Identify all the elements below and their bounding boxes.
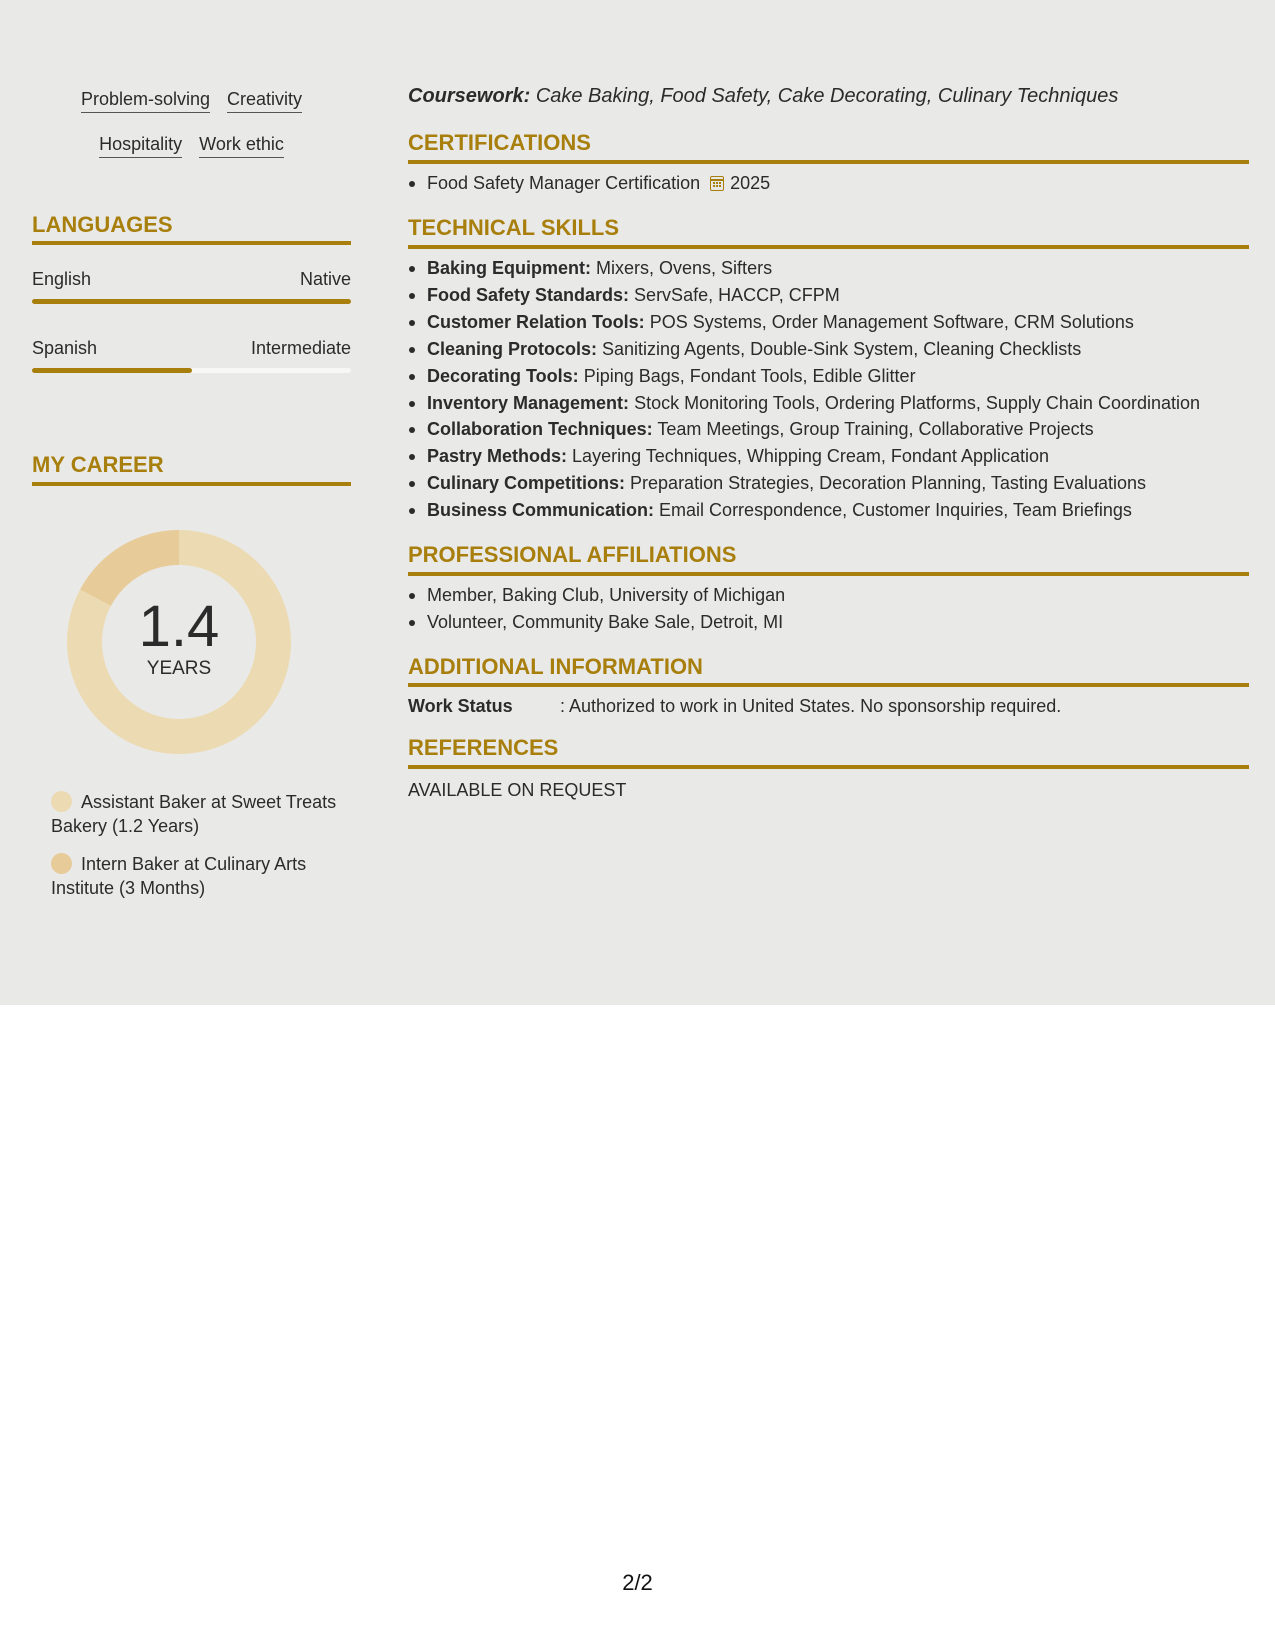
language-row-spanish	[32, 337, 351, 359]
skill-text: Mixers, Ovens, Sifters	[596, 258, 773, 278]
certification-name: Food Safety Manager Certification	[427, 173, 701, 193]
list-item	[408, 282, 1200, 309]
legend-dot	[51, 853, 72, 874]
additional-info-heading: ADDITIONAL INFORMATION	[408, 654, 703, 679]
work-status-value: : Authorized to work in United States. No sponsorship required.	[560, 696, 1062, 716]
coursework-label: Coursework:	[408, 85, 531, 107]
languages-heading: LANGUAGES	[32, 212, 173, 237]
references-text: AVAILABLE ON REQUEST	[408, 780, 627, 800]
list-item	[408, 470, 1200, 497]
language-name: Spanish	[32, 338, 98, 358]
technical-skills-rule	[408, 245, 1249, 249]
coursework-line	[408, 83, 1118, 109]
list-item	[408, 416, 1200, 443]
certifications-list	[408, 170, 770, 197]
career-heading: MY CAREER	[32, 452, 164, 477]
page-number: 2/2	[622, 1570, 653, 1595]
skill-label: Business Communication:	[427, 500, 655, 521]
career-rule	[32, 482, 351, 486]
references-heading: REFERENCES	[408, 735, 559, 760]
career-item-label: Assistant Baker at Sweet Treats Bakery (1.2 Years)	[51, 792, 337, 836]
certification-year: 2025	[730, 173, 771, 193]
career-donut-chart	[67, 530, 291, 754]
skill-label: Cleaning Protocols:	[427, 338, 598, 359]
career-legend-item	[51, 852, 341, 900]
skills-row-2	[32, 134, 351, 158]
certifications-heading: CERTIFICATIONS	[408, 130, 591, 155]
calendar-icon	[710, 176, 724, 191]
work-status-row	[408, 695, 1061, 717]
skill-text: Layering Techniques, Whipping Cream, Fondant Application	[572, 446, 1050, 467]
skill-label: Baking Equipment:	[427, 258, 592, 278]
affiliations-rule	[408, 572, 1249, 576]
language-bar-fill	[32, 368, 192, 373]
skill-label: Collaboration Techniques:	[427, 419, 653, 440]
list-item	[408, 309, 1200, 336]
technical-skills-list	[408, 255, 1200, 524]
skill-tag: Work ethic	[199, 134, 284, 158]
list-item	[408, 363, 1200, 390]
skill-text: Sanitizing Agents, Double-Sink System, Cleaning Checklists	[602, 338, 1082, 359]
skill-text: Piping Bags, Fondant Tools, Edible Glitter	[583, 365, 916, 386]
language-bar-spanish	[32, 368, 351, 373]
list-item	[408, 609, 785, 636]
skill-tag: Hospitality	[99, 134, 182, 158]
skill-text: Team Meetings, Group Training, Collaborative Projects	[657, 419, 1094, 440]
list-item	[408, 390, 1200, 417]
skill-label: Decorating Tools:	[427, 365, 579, 386]
skill-label: Culinary Competitions:	[427, 473, 626, 494]
language-bar-fill	[32, 299, 351, 304]
references-rule	[408, 765, 1249, 769]
career-legend-item	[51, 790, 341, 838]
career-item-label: Intern Baker at Culinary Arts Institute (3 Months)	[51, 854, 307, 898]
coursework-text: Cake Baking, Food Safety, Cake Decorating, Culinary Techniques	[535, 85, 1119, 107]
language-level: Intermediate	[250, 338, 351, 358]
additional-info-rule	[408, 683, 1249, 687]
list-item	[408, 336, 1200, 363]
list-item	[408, 170, 770, 197]
list-item	[408, 443, 1200, 470]
work-status-label: Work Status	[408, 696, 513, 716]
skill-label: Food Safety Standards:	[427, 284, 630, 305]
skill-text: Email Correspondence, Customer Inquiries, Team Briefings	[659, 500, 1132, 521]
affiliations-heading: PROFESSIONAL AFFILIATIONS	[408, 542, 737, 567]
skill-text: Stock Monitoring Tools, Ordering Platforms, Supply Chain Coordination	[634, 392, 1201, 413]
skill-label: Pastry Methods:	[427, 446, 568, 467]
affiliation-text: Volunteer, Community Bake Sale, Detroit, MI	[427, 611, 784, 632]
affiliation-text: Member, Baking Club, University of Michigan	[427, 585, 786, 605]
language-level: Native	[299, 269, 351, 289]
language-name: English	[32, 269, 92, 289]
languages-rule	[32, 241, 351, 245]
legend-dot	[51, 791, 72, 812]
skill-tag: Problem-solving	[81, 89, 210, 113]
career-total-years: 1.4	[138, 594, 220, 659]
list-item	[408, 255, 1200, 282]
list-item	[408, 582, 785, 609]
language-row-english	[32, 268, 351, 290]
skill-text: POS Systems, Order Management Software, CRM Solutions	[649, 311, 1134, 332]
skill-tag: Creativity	[227, 89, 302, 113]
skills-row-1	[32, 89, 351, 113]
technical-skills-heading: TECHNICAL SKILLS	[408, 215, 620, 240]
affiliations-list	[408, 582, 785, 636]
skill-text: Preparation Strategies, Decoration Planning, Tasting Evaluations	[630, 473, 1147, 494]
certifications-rule	[408, 160, 1249, 164]
list-item	[408, 497, 1200, 524]
donut-center	[67, 530, 291, 754]
career-total-unit: YEARS	[146, 658, 212, 679]
language-bar-english	[32, 299, 351, 304]
skill-label: Customer Relation Tools:	[427, 311, 645, 332]
skill-label: Inventory Management:	[427, 392, 630, 413]
skill-text: ServSafe, HACCP, CFPM	[634, 284, 840, 305]
